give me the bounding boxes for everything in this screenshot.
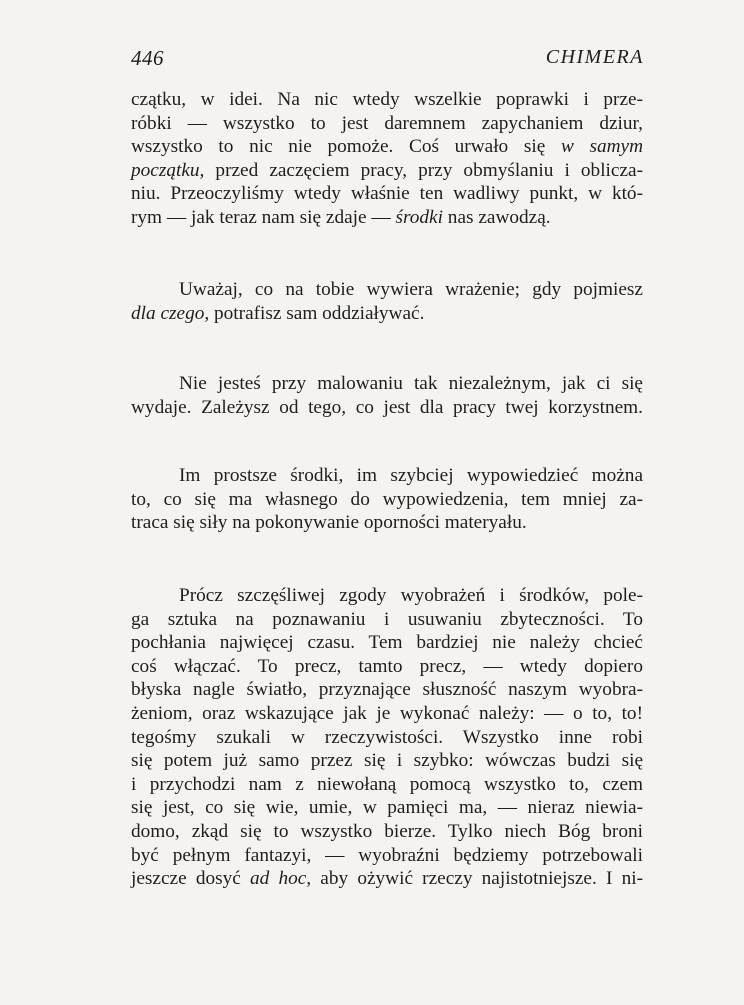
paragraph-3 — [131, 372, 643, 419]
text-line — [131, 464, 643, 488]
text-line — [131, 511, 643, 535]
text-line — [131, 867, 643, 891]
text-run: być pełnym fantazyi, — wyobraźni będziemy potrzebowali — [131, 844, 643, 866]
text-run: Prócz szczęśliwej zgody wyobrażeń i środków, pole- — [179, 585, 643, 606]
text-run: i przychodzi nam z niewołaną pomocą wszystko to, czem — [131, 773, 643, 795]
text-line — [131, 608, 643, 632]
text-run: potrafisz sam oddziaływać. — [209, 302, 425, 324]
text-line — [131, 488, 643, 512]
text-line — [131, 396, 643, 420]
text-line — [131, 702, 643, 726]
text-line — [131, 655, 643, 679]
text-line — [131, 88, 643, 112]
italic-text-run: początku, — [131, 159, 205, 181]
text-line — [131, 112, 643, 136]
text-line — [131, 773, 643, 797]
text-line — [131, 372, 643, 396]
page-number: 446 — [131, 46, 164, 70]
text-line — [131, 135, 643, 159]
text-run: traca się siły na pokonywanie oporności materyału. — [131, 512, 527, 534]
paragraph-1 — [131, 88, 643, 230]
paragraph-5 — [131, 584, 643, 891]
text-line — [131, 820, 643, 844]
paragraph-2 — [131, 278, 643, 325]
text-line — [131, 278, 643, 302]
text-run: wydaje. Zależysz od tego, co jest dla pracy twej korzystnem. — [131, 396, 643, 418]
text-run: przed zaczęciem pracy, przy obmyślaniu i oblicza- — [204, 159, 643, 181]
text-line — [131, 159, 643, 183]
text-run: ga sztuka na poznawaniu i usuwaniu zbyteczności. To — [131, 608, 643, 630]
text-run: jeszcze dosyć — [131, 868, 250, 890]
text-run: niu. Przeoczyliśmy wtedy właśnie ten wadliwy punkt, w któ- — [131, 183, 643, 205]
text-line — [131, 844, 643, 868]
running-title: CHIMERA — [545, 46, 644, 68]
text-run: pochłania najwięcej czasu. Tem bardziej nie należy chcieć — [131, 632, 643, 654]
text-run: rym — jak teraz nam się zdaje — — [131, 206, 396, 228]
italic-text-run: środki — [395, 206, 443, 228]
text-run: to, co się ma własnego do wypowiedzenia, tem mniej za- — [131, 488, 643, 510]
italic-text-run: w samym — [560, 136, 644, 158]
italic-text-run: ad hoc, — [250, 868, 312, 890]
italic-text-run: dla czego, — [131, 302, 210, 324]
text-line — [131, 206, 643, 230]
text-line — [131, 726, 643, 750]
text-run: nas zawodzą. — [442, 206, 551, 228]
text-run: aby ożywić rzeczy najistotniejsze. I ni- — [311, 868, 643, 890]
text-run: Nie jesteś przy malowaniu tak niezależnym, jak ci się — [179, 373, 643, 394]
text-line — [131, 678, 643, 702]
text-run: domo, zkąd się to wszystko bierze. Tylko niech Bóg broni — [131, 820, 643, 842]
text-run: się potem już samo przez się i szybko: wówczas budzi się — [131, 750, 643, 772]
text-run: się jest, co się wie, umie, w pamięci ma, — nieraz niewia- — [131, 797, 643, 819]
text-run: błyska nagle światło, przyznające słuszność naszym wyobra- — [131, 679, 643, 701]
text-run: róbki — wszystko to jest daremnem zapychaniem dziur, — [131, 112, 643, 134]
text-line — [131, 796, 643, 820]
text-line — [131, 749, 643, 773]
text-run: wszystko to nic nie pomoże. Coś urwało się — [131, 136, 561, 158]
text-run: żeniom, oraz wskazujące jak je wykonać należy: — o to, to! — [131, 702, 643, 724]
paragraph-4 — [131, 464, 643, 535]
text-line — [131, 302, 643, 326]
text-run: Im prostsze środki, im szybciej wypowiedzieć można — [179, 465, 643, 486]
text-line — [131, 182, 643, 206]
text-run: czątku, w idei. Na nic wtedy wszelkie poprawki i prze- — [131, 89, 643, 110]
text-line — [131, 584, 643, 608]
text-run: Uważaj, co na tobie wywiera wrażenie; gdy pojmiesz — [179, 279, 643, 300]
text-run: tegośmy szukali w rzeczywistości. Wszystko inne robi — [131, 726, 643, 748]
text-run: coś włączać. To precz, tamto precz, — wtedy dopiero — [131, 655, 643, 677]
text-line — [131, 631, 643, 655]
